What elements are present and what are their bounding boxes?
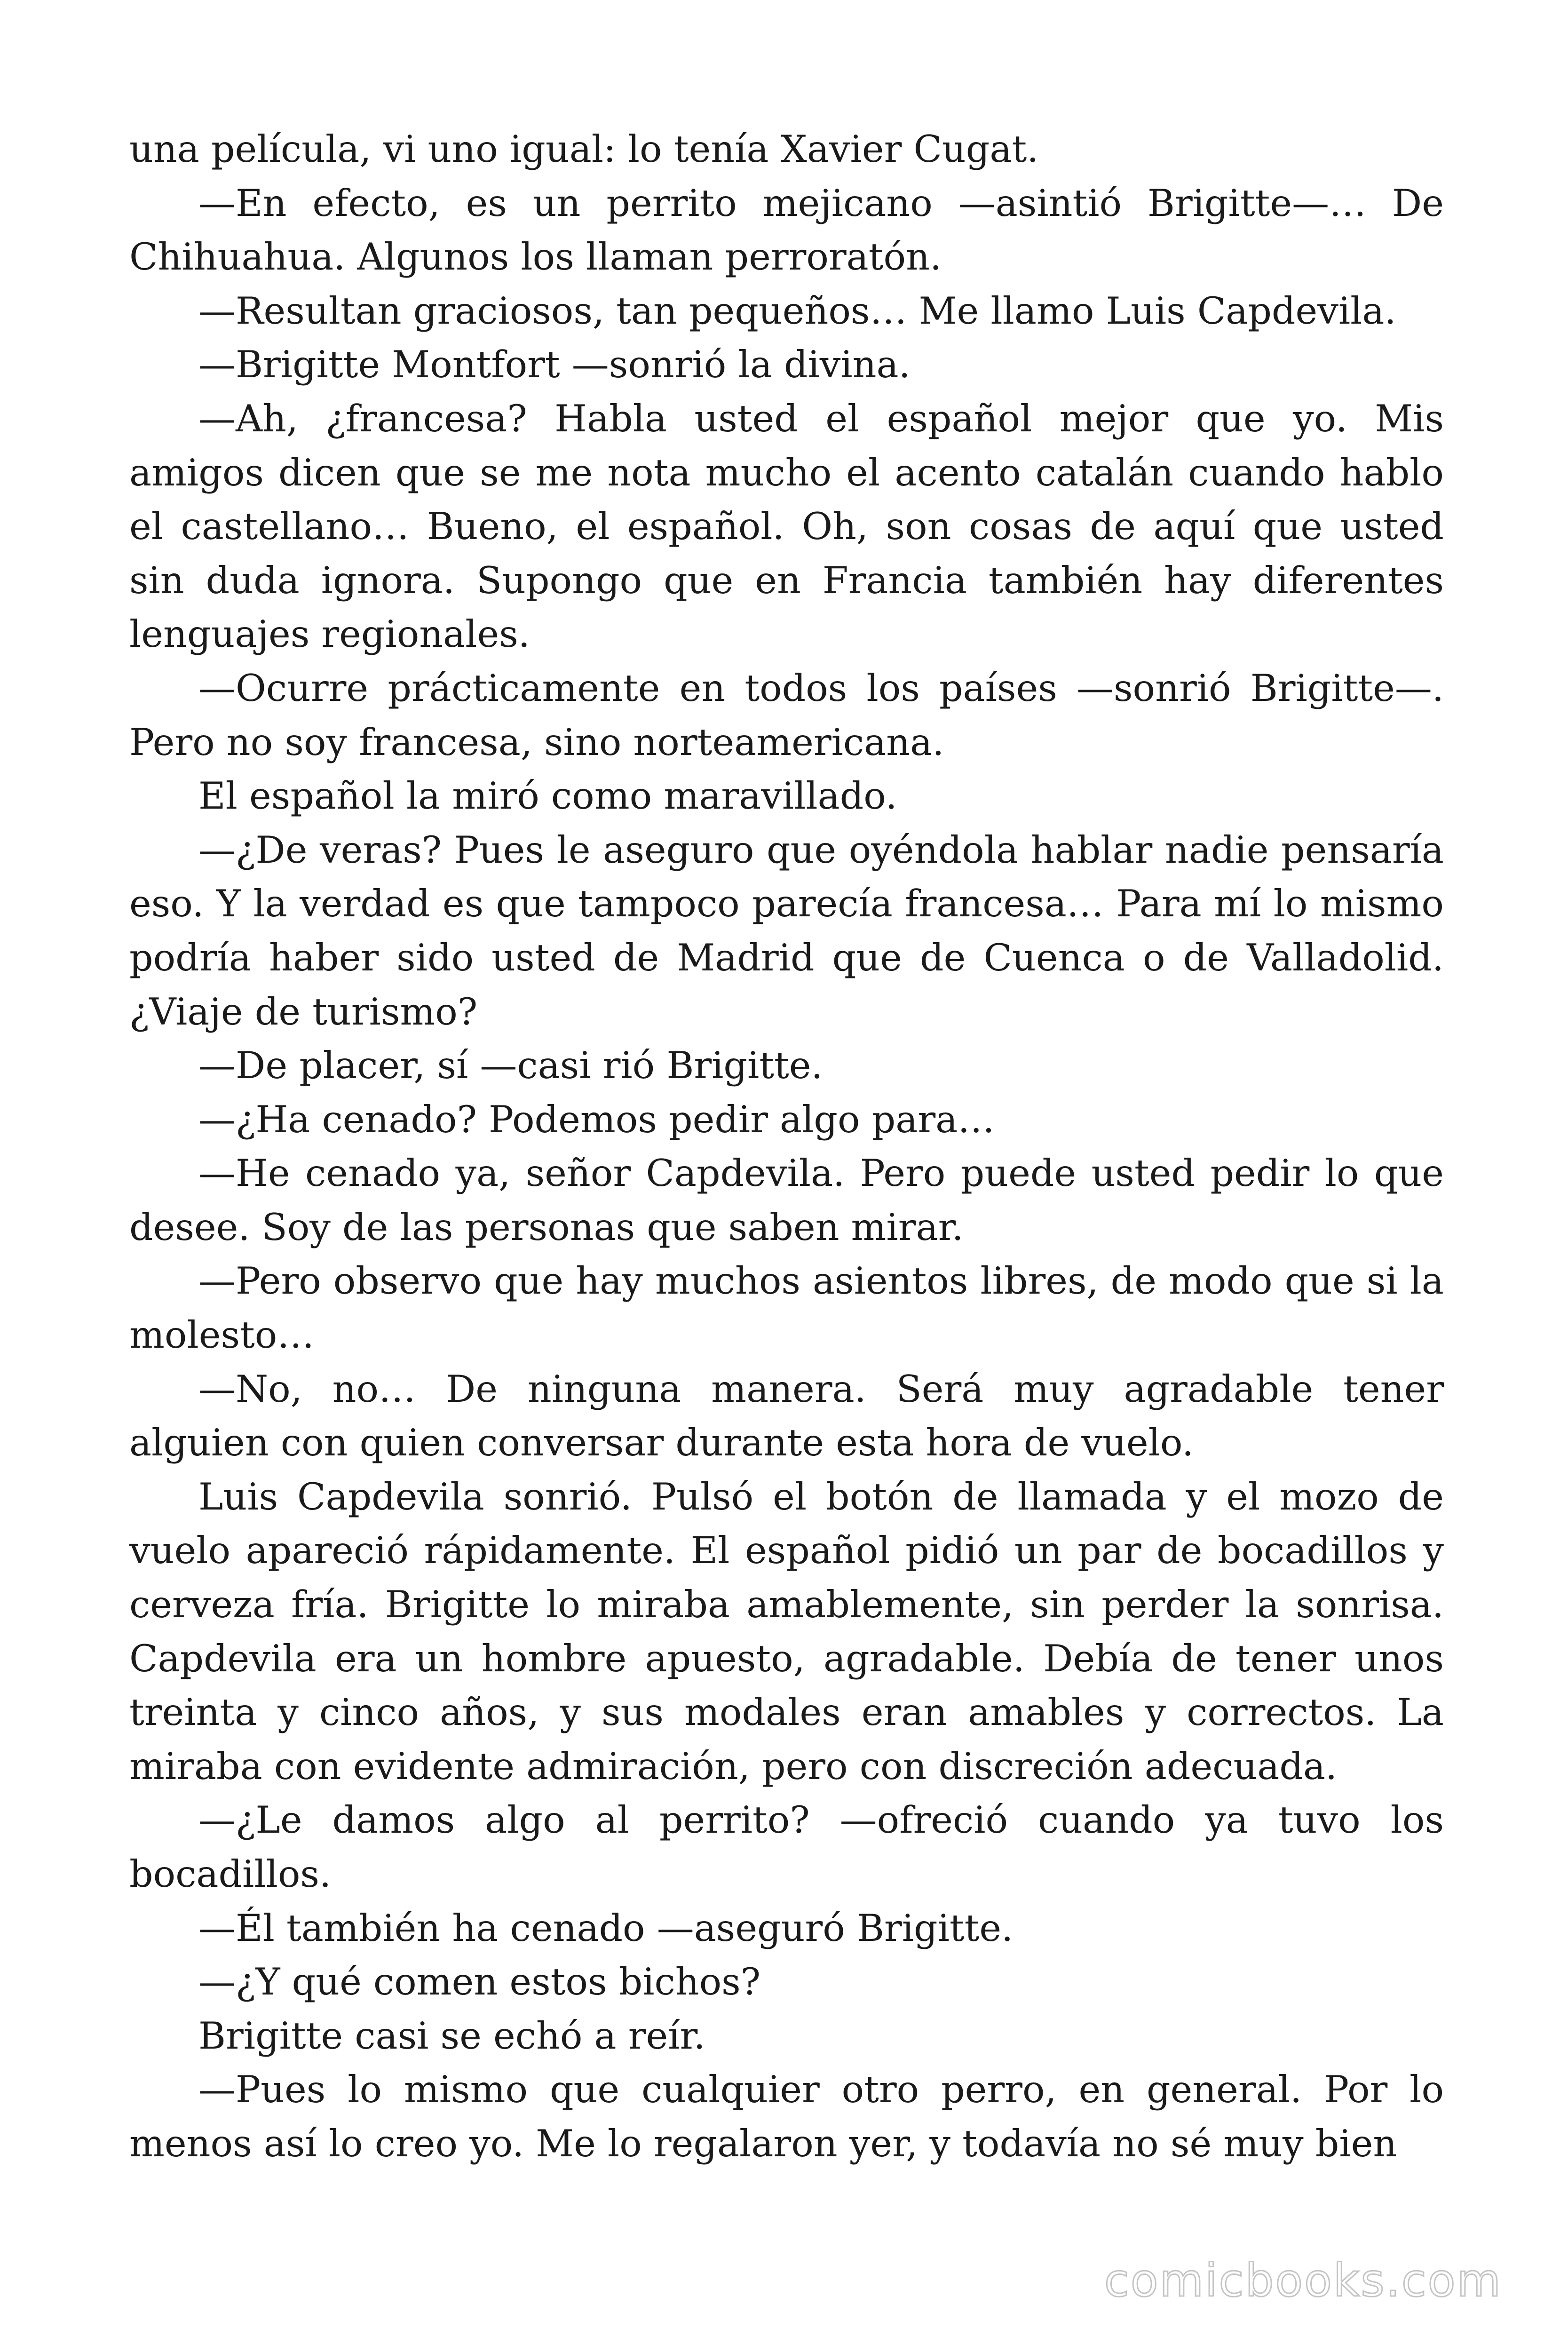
paragraph: —Brigitte Montfort —sonrió la divina. [198, 343, 911, 387]
paragraph: —En efecto, es un perrito mejicano —asintió Brigitte—… De Chihuahua. Algunos los llaman perroratón. [129, 181, 1444, 279]
paragraph: El español la miró como maravillado. [198, 774, 897, 818]
paragraph: —Él también ha cenado —aseguró Brigitte. [198, 1906, 1014, 1950]
paragraph: —Ah, ¿francesa? Habla usted el español mejor que yo. Mis amigos dicen que se me nota mucho el acento catalán cuando hablo el castellano… Bueno, el español. Oh, son cosas de aquí que usted sin duda ignora. Supongo que en Francia también hay diferentes lenguajes regionales. [129, 397, 1444, 656]
site-watermark: comicbooks.com [1104, 2254, 1502, 2307]
paragraph: —De placer, sí —casi rió Brigitte. [198, 1044, 823, 1088]
paragraph: —¿Le damos algo al perrito? —ofreció cuando ya tuvo los bocadillos. [129, 1798, 1444, 1896]
paragraph: Luis Capdevila sonrió. Pulsó el botón de llamada y el mozo de vuelo apareció rápidamente. El español pidió un par de bocadillos y cerveza fría. Brigitte lo miraba amablemente, sin perder la sonrisa. Capdevila era un hombre apuesto, agradable. Debía de tener unos treinta y cinco años, y sus modales eran amables y correctos. La miraba con evidente admiración, pero con discreción adecuada. [129, 1475, 1444, 1788]
paragraph: —¿Ha cenado? Podemos pedir algo para… [198, 1097, 995, 1141]
paragraph-continuation: una película, vi uno igual: lo tenía Xavier Cugat. [129, 127, 1039, 171]
paragraph: Brigitte casi se echó a reír. [198, 2014, 705, 2058]
paragraph: —¿De veras? Pues le aseguro que oyéndola hablar nadie pensaría eso. Y la verdad es que tampoco parecía francesa… Para mí lo mismo podría haber sido usted de Madrid que de Cuenca o de Valladolid. ¿Viaje de turismo? [129, 828, 1444, 1033]
paragraph: —No, no… De ninguna manera. Será muy agradable tener alguien con quien conversar durante esta hora de vuelo. [129, 1367, 1444, 1465]
paragraph: —Resultan graciosos, tan pequeños… Me llamo Luis Capdevila. [198, 289, 1396, 333]
paragraph: —Pues lo mismo que cualquier otro perro, en general. Por lo menos así lo creo yo. Me lo regalaron yer, y todavía no sé muy bien [129, 2068, 1444, 2165]
paragraph: —¿Y qué comen estos bichos? [198, 1960, 761, 2004]
paragraph: —Ocurre prácticamente en todos los países —sonrió Brigitte—. Pero no soy francesa, sino norteamericana. [129, 666, 1444, 764]
book-page-text [129, 122, 1444, 2171]
paragraph: —He cenado ya, señor Capdevila. Pero puede usted pedir lo que desee. Soy de las personas que saben mirar. [129, 1152, 1444, 1249]
paragraph: —Pero observo que hay muchos asientos libres, de modo que si la molesto… [129, 1259, 1444, 1357]
